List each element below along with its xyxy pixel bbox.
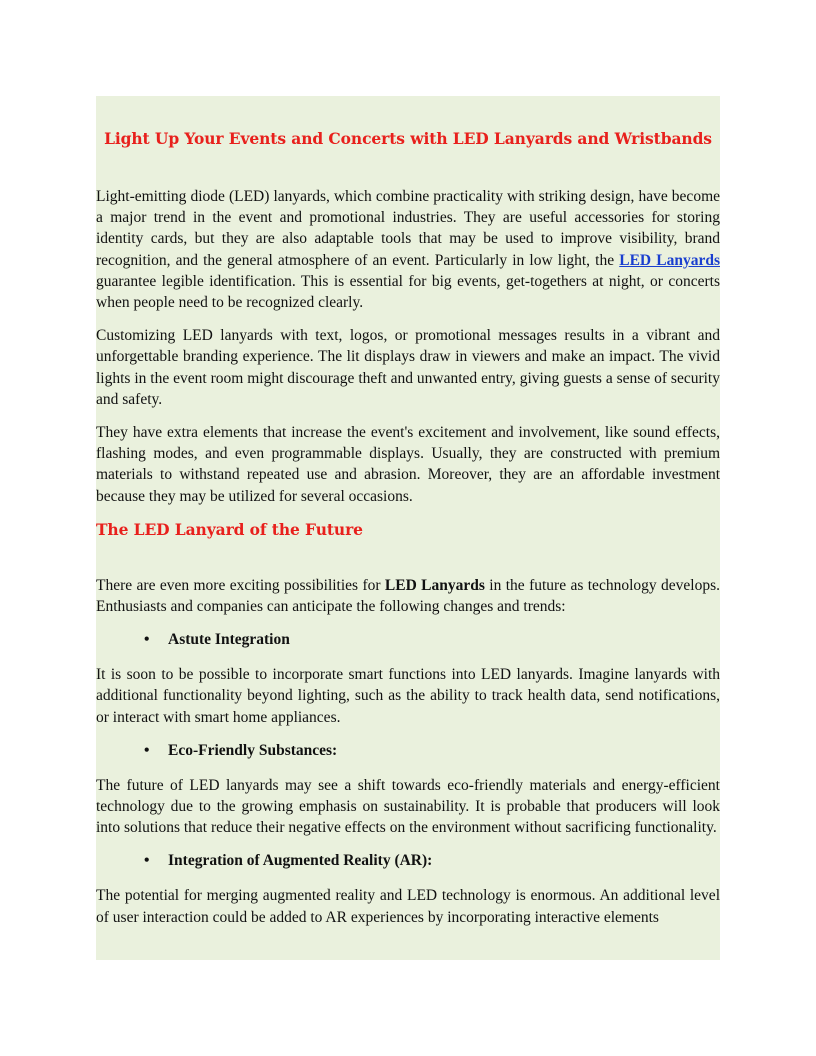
page-title: Light Up Your Events and Concerts with LED Lanyards and Wristbands (104, 129, 712, 148)
bullet-item (96, 629, 720, 650)
bullet-item (96, 850, 720, 871)
bullet-heading-ar-integration: Integration of Augmented Reality (AR): (168, 852, 433, 870)
paragraph-possibilities-text-1: There are even more exciting possibilities for (96, 576, 385, 594)
bullet-icon: • (144, 631, 150, 649)
paragraph-intro (96, 186, 720, 313)
document-body (96, 186, 720, 940)
paragraph-intro-text-2: guarantee legible identification. This is essential for big events, get-togethers at night, or concerts when people need to be recognized clearly. (96, 272, 720, 312)
paragraph-ar-integration: The potential for merging augmented reality and LED technology is enormous. An additional level of user interaction could be added to AR experiences by incorporating interactive elements (96, 887, 720, 926)
led-lanyards-link[interactable]: LED Lanyards (619, 251, 720, 269)
bullet-item (96, 740, 720, 761)
paragraph-possibilities (96, 575, 720, 617)
paragraph-astute-integration: It is soon to be possible to incorporate smart functions into LED lanyards. Imagine lanyards with additional functionality beyond lighting, such as the ability to track health data, send notifications, or interact with smart home appliances. (96, 666, 720, 726)
bullet-icon: • (144, 852, 150, 870)
paragraph-possibilities-text-2: in the future as technology develops. Enthusiasts and companies can anticipate the following changes and trends: (96, 576, 720, 616)
document-page (96, 96, 720, 960)
paragraph-eco-friendly: The future of LED lanyards may see a shift towards eco-friendly materials and energy-efficient technology due to the growing emphasis on sustainability. It is probable that producers will look into solutions that reduce their negative effects on the environment without sacrificing functionality. (96, 776, 720, 837)
section-heading-future: The LED Lanyard of the Future (96, 519, 363, 539)
bullet-heading-astute-integration: Astute Integration (168, 631, 290, 649)
paragraph-possibilities-bold: LED Lanyards (384, 576, 485, 594)
paragraph-extra-elements: They have extra elements that increase the event's excitement and involvement, like sound effects, flashing modes, and even programmable displays. Usually, they are constructed with premium materials to withstand repeated use and abrasion. Moreover, they are an affordable investment because they may be utilized for several occasions. (96, 424, 720, 505)
bullet-heading-eco-friendly: Eco-Friendly Substances: (168, 741, 338, 759)
paragraph-customizing: Customizing LED lanyards with text, logos, or promotional messages results in a vibrant and unforgettable branding experience. The lit displays draw in viewers and make an impact. The vivid lights in the event room might discourage theft and unwanted entry, giving guests a sense of security and safety. (96, 327, 720, 408)
bullet-icon: • (144, 741, 150, 759)
paragraph-intro-text-1: Light-emitting diode (LED) lanyards, which combine practicality with striking design, have become a major trend in the event and promotional industries. They are useful accessories for storing identity cards, but they are also adaptable tools that may be used to improve visibility, brand recognition, and the general atmosphere of an event. Particularly in low light, the (96, 188, 720, 269)
